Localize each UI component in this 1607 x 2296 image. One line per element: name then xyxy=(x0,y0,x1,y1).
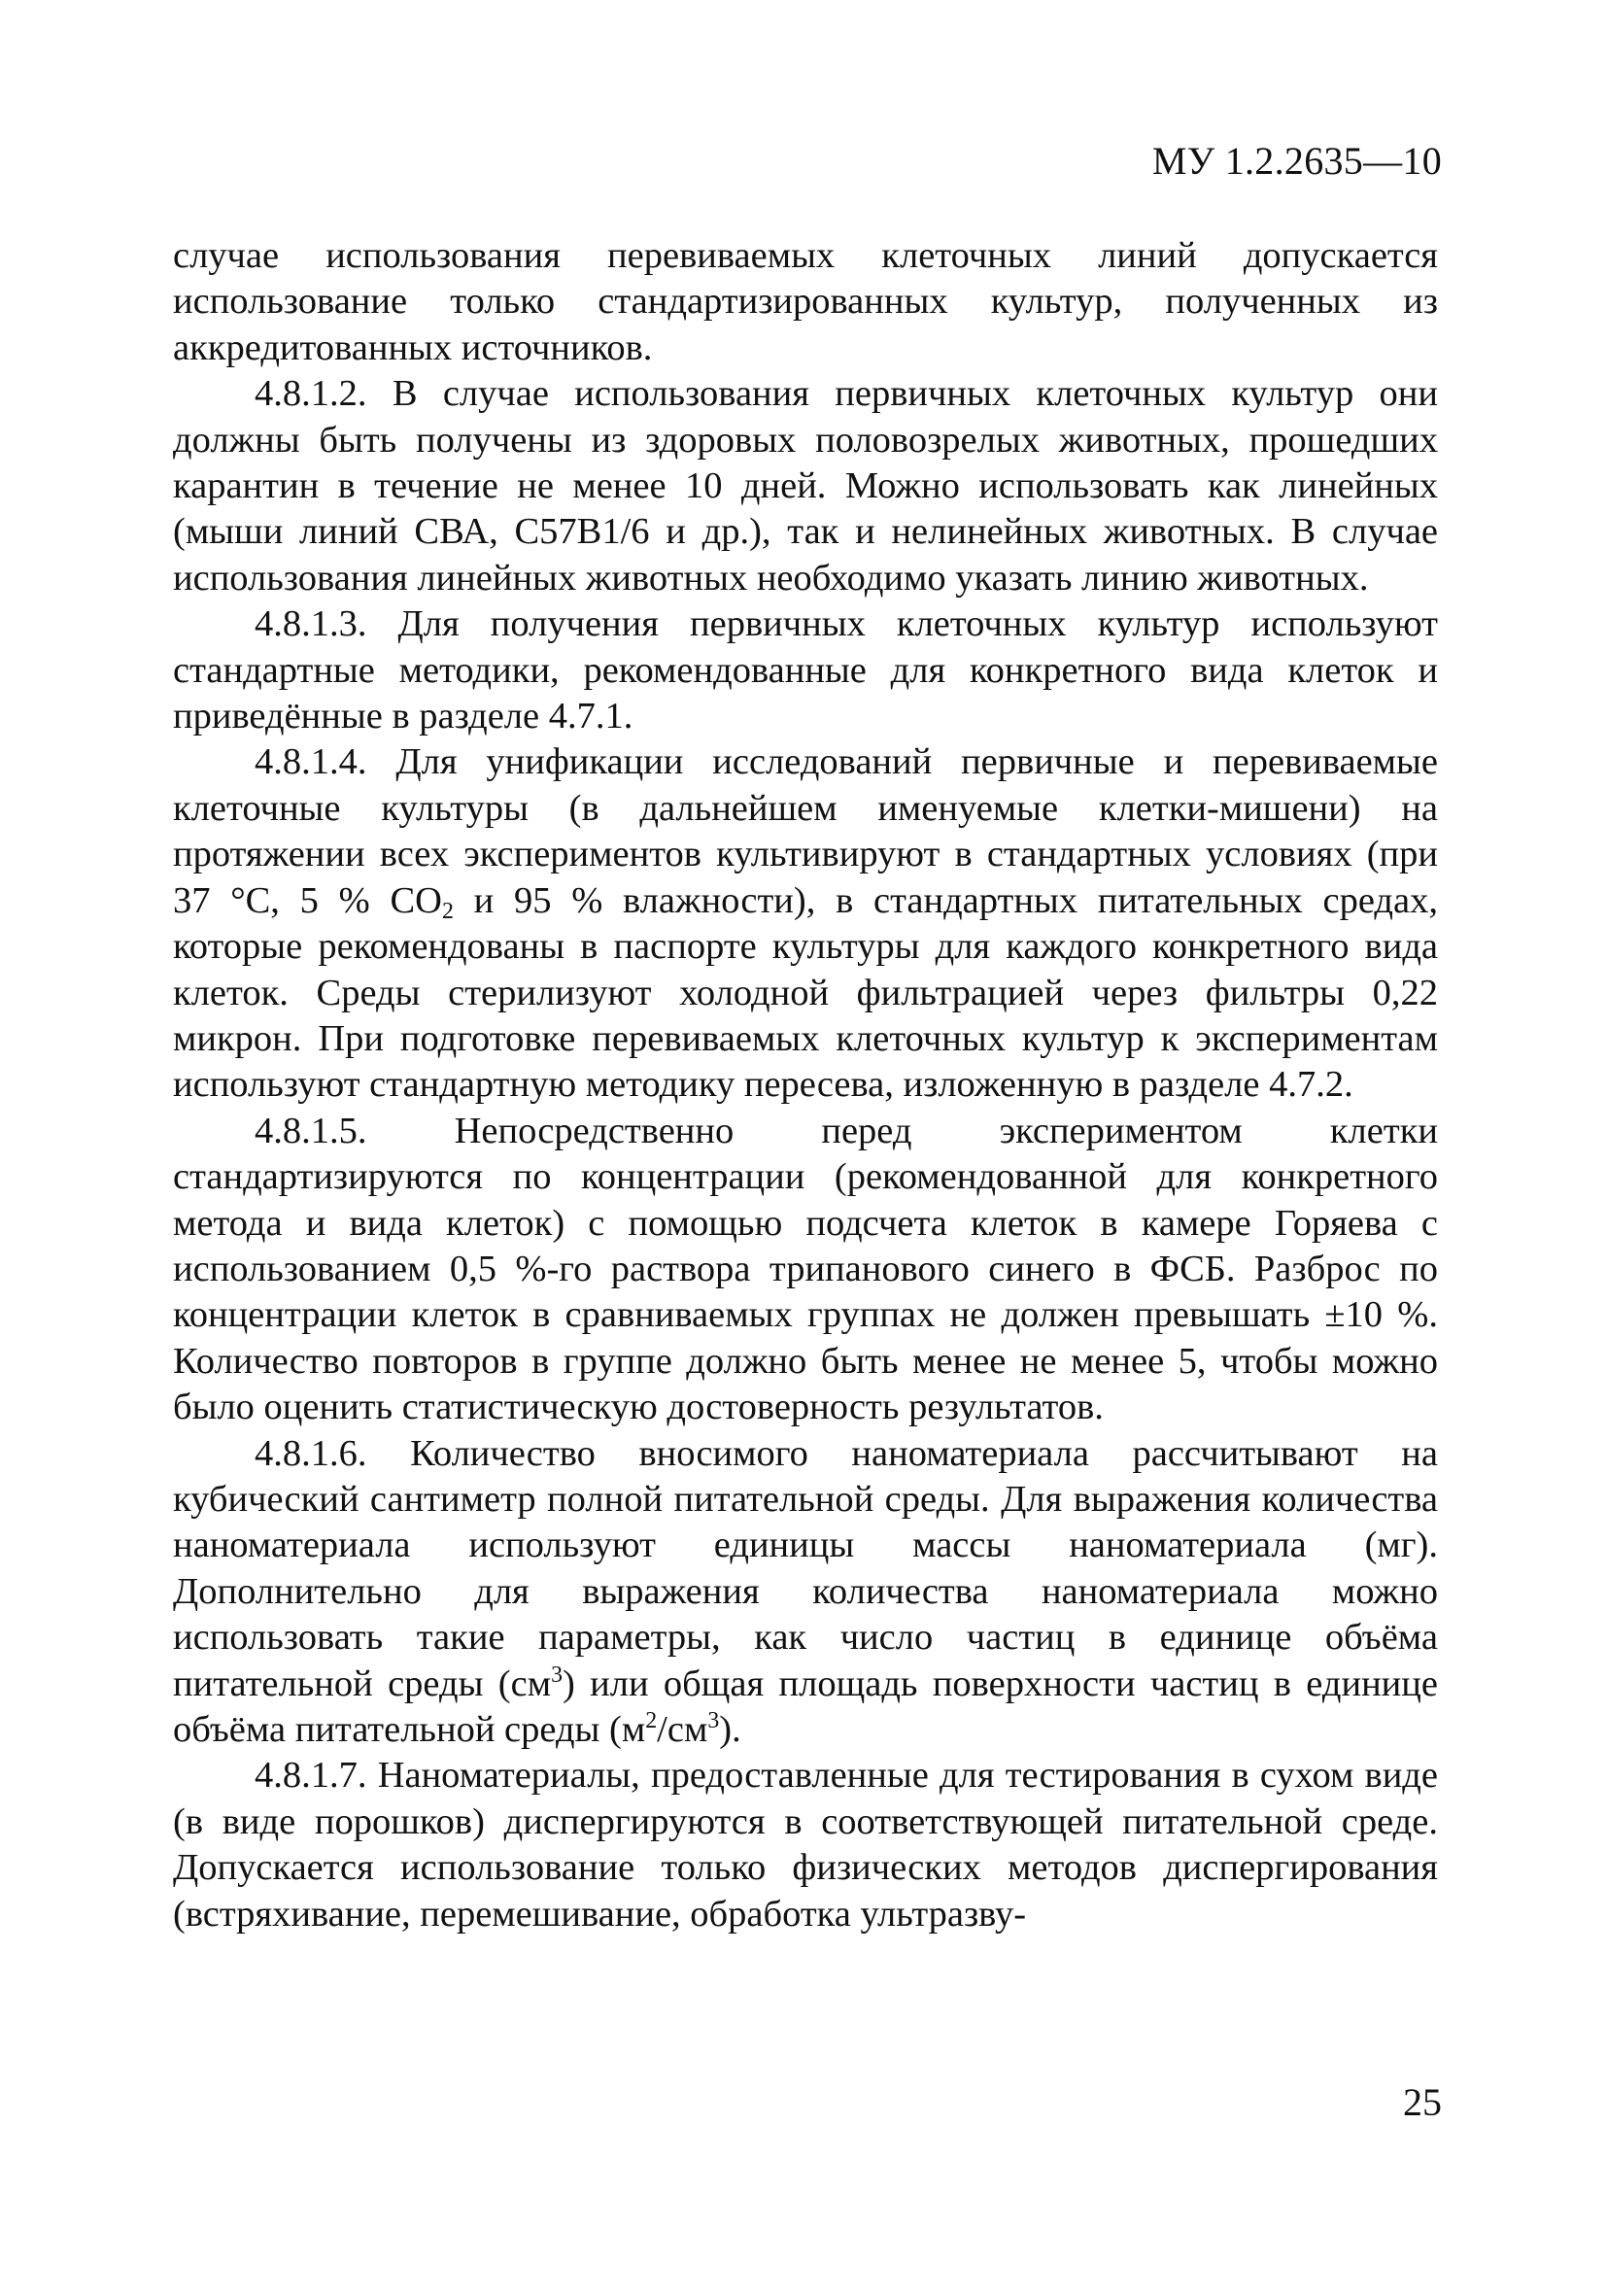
paragraph-text: /см xyxy=(657,1709,708,1750)
page-number: 25 xyxy=(1403,2080,1442,2124)
paragraph-text: и 95 % влажности), в стандартных питательных средах, которые рекомендованы в паспорте культуры для каждого конкретного вида клеток. Среды стерилизуют холодной фильтрацией через фильтры 0,22 микрон. При подготовке перевиваемых клеточных культур к экспериментам используют стандартную методику пересева, изложенную в разделе 4.7.2. xyxy=(173,879,1438,1106)
superscript: 3 xyxy=(707,1708,720,1733)
paragraph-4-8-1-3: 4.8.1.3. Для получения первичных клеточных культур используют стандартные методики, рекомендованные для конкретного вида клеток и приведённые в разделе 4.7.1. xyxy=(173,603,1438,737)
document-body xyxy=(173,233,1438,1937)
subscript: 2 xyxy=(441,898,454,924)
paragraph-text: 4.8.1.4. Для унификации исследований первичные и перевиваемые клеточные культуры (в дальнейшем именуемые клетки-мишени) на протяжении всех экспериментов культивируют в стандартных условиях (при 37 °С, 5 % СО xyxy=(173,741,1438,921)
paragraph-continuation: случае использования перевиваемых клеточных линий допускается использование только стандартизированных культур, полученных из аккредитованных источников. xyxy=(173,235,1438,368)
paragraph-text: ). xyxy=(719,1709,741,1750)
paragraph-4-8-1-4 xyxy=(173,739,1438,1108)
paragraph-text: ) или общая площадь поверхности частиц в единице объёма питательной среды (м xyxy=(173,1662,1438,1750)
superscript: 3 xyxy=(551,1662,563,1688)
paragraph-text: 4.8.1.6. Количество вносимого наноматериала рассчитывают на кубический сантиметр полной питательной среды. Для выражения количества наноматериала используют единицы массы наноматериала (мг). Дополнительно для выражения количества наноматериала можно использовать такие параметры, как число частиц в единице объёма питательной среды (см xyxy=(173,1432,1438,1704)
superscript: 2 xyxy=(645,1708,658,1733)
paragraph-4-8-1-6 xyxy=(173,1431,1438,1754)
paragraph-4-8-1-5: 4.8.1.5. Непосредственно перед экспериментом клетки стандартизируются по концентрации (рекомендованной для конкретного метода и вида клеток) с помощью подсчета клеток в камере Горяева с использованием 0,5 %-го раствора трипанового синего в ФСБ. Разброс по концентрации клеток в сравниваемых группах не должен превышать ±10 %. Количество повторов в группе должно быть менее не менее 5, чтобы можно было оценить статистическую достоверность результатов. xyxy=(173,1110,1438,1428)
paragraph-4-8-1-7: 4.8.1.7. Наноматериалы, предоставленные для тестирования в сухом виде (в виде порошков) диспергируются в соответствующей питательной среде. Допускается использование только физических методов диспергирования (встряхивание, перемешивание, обработка ультразву- xyxy=(173,1755,1438,1935)
paragraph-4-8-1-2: 4.8.1.2. В случае использования первичных клеточных культур они должны быть получены из здоровых половозрелых животных, прошедших карантин в течение не менее 10 дней. Можно использовать как линейных (мыши линий СВА, С57В1/6 и др.), так и нелинейных животных. В случае использования линейных животных необходимо указать линию животных. xyxy=(173,373,1438,599)
document-code-header: МУ 1.2.2635—10 xyxy=(1151,139,1442,183)
